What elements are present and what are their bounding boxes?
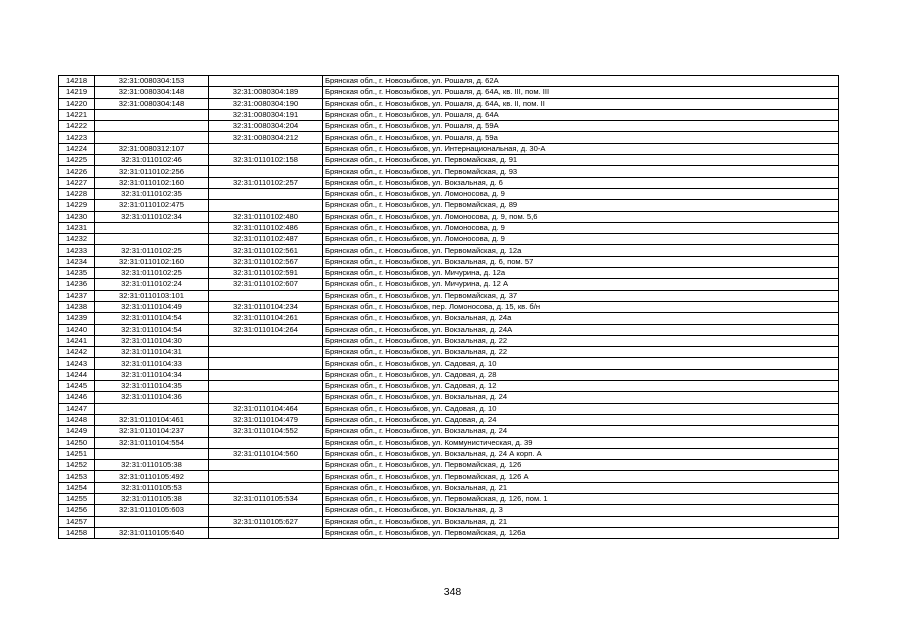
table-row: [59, 279, 839, 290]
address-cell: Брянская обл., г. Новозыбков, ул. Вокзальная, д. 24: [323, 392, 839, 403]
address-cell: Брянская обл., г. Новозыбков, ул. Вокзальная, д. 24 А корп. А: [323, 448, 839, 459]
building-cadastral-number-cell: 32:31:0110105:627: [209, 516, 323, 527]
address-cell: Брянская обл., г. Новозыбков, ул. Вокзальная, д. 24: [323, 426, 839, 437]
building-cadastral-number-cell: 32:31:0110104:479: [209, 414, 323, 425]
row-number-cell: 14219: [59, 87, 95, 98]
land-cadastral-number-cell: [95, 109, 209, 120]
table-row: [59, 460, 839, 471]
row-number-cell: 14252: [59, 460, 95, 471]
building-cadastral-number-cell: 32:31:0110102:591: [209, 268, 323, 279]
land-cadastral-number-cell: [95, 403, 209, 414]
address-cell: Брянская обл., г. Новозыбков, ул. Садовая, д. 10: [323, 358, 839, 369]
property-registry-table: [58, 75, 839, 539]
table-row: [59, 132, 839, 143]
building-cadastral-number-cell: [209, 347, 323, 358]
table-row: [59, 155, 839, 166]
address-cell: Брянская обл., г. Новозыбков, ул. Садовая, д. 28: [323, 369, 839, 380]
building-cadastral-number-cell: 32:31:0110104:560: [209, 448, 323, 459]
table-row: [59, 381, 839, 392]
row-number-cell: 14223: [59, 132, 95, 143]
land-cadastral-number-cell: 32:31:0110105:53: [95, 482, 209, 493]
address-cell: Брянская обл., г. Новозыбков, ул. Вокзальная, д. 6: [323, 177, 839, 188]
address-cell: Брянская обл., г. Новозыбков, ул. Первомайская, д. 126 А: [323, 471, 839, 482]
land-cadastral-number-cell: 32:31:0110102:25: [95, 245, 209, 256]
building-cadastral-number-cell: 32:31:0110102:567: [209, 256, 323, 267]
land-cadastral-number-cell: 32:31:0110103:101: [95, 290, 209, 301]
table-row: [59, 211, 839, 222]
row-number-cell: 14238: [59, 301, 95, 312]
land-cadastral-number-cell: 32:31:0110102:24: [95, 279, 209, 290]
address-cell: Брянская обл., г. Новозыбков, ул. Рошаля, д. 64А: [323, 109, 839, 120]
row-number-cell: 14250: [59, 437, 95, 448]
table-row: [59, 87, 839, 98]
row-number-cell: 14234: [59, 256, 95, 267]
row-number-cell: 14249: [59, 426, 95, 437]
land-cadastral-number-cell: 32:31:0110104:461: [95, 414, 209, 425]
building-cadastral-number-cell: [209, 527, 323, 538]
row-number-cell: 14224: [59, 143, 95, 154]
building-cadastral-number-cell: 32:31:0110104:264: [209, 324, 323, 335]
table-row: [59, 177, 839, 188]
address-cell: Брянская обл., г. Новозыбков, ул. Рошаля, д. 59А: [323, 121, 839, 132]
building-cadastral-number-cell: [209, 369, 323, 380]
address-cell: Брянская обл., г. Новозыбков, ул. Мичурина, д. 12а: [323, 268, 839, 279]
table-row: [59, 268, 839, 279]
land-cadastral-number-cell: [95, 516, 209, 527]
row-number-cell: 14253: [59, 471, 95, 482]
row-number-cell: 14258: [59, 527, 95, 538]
table-row: [59, 76, 839, 87]
table-row: [59, 448, 839, 459]
row-number-cell: 14240: [59, 324, 95, 335]
land-cadastral-number-cell: 32:31:0110105:38: [95, 493, 209, 504]
table-row: [59, 426, 839, 437]
building-cadastral-number-cell: 32:31:0110102:487: [209, 234, 323, 245]
building-cadastral-number-cell: [209, 392, 323, 403]
table-row: [59, 313, 839, 324]
row-number-cell: 14247: [59, 403, 95, 414]
building-cadastral-number-cell: [209, 471, 323, 482]
row-number-cell: 14248: [59, 414, 95, 425]
row-number-cell: 14222: [59, 121, 95, 132]
table-row: [59, 505, 839, 516]
table-row: [59, 188, 839, 199]
address-cell: Брянская обл., г. Новозыбков, ул. Вокзальная, д. 22: [323, 335, 839, 346]
land-cadastral-number-cell: 32:31:0110105:603: [95, 505, 209, 516]
row-number-cell: 14244: [59, 369, 95, 380]
table-row: [59, 200, 839, 211]
land-cadastral-number-cell: 32:31:0110102:25: [95, 268, 209, 279]
page-number: 348: [443, 586, 462, 598]
address-cell: Брянская обл., г. Новозыбков, ул. Вокзальная, д. 6, пом. 57: [323, 256, 839, 267]
table-row: [59, 166, 839, 177]
row-number-cell: 14255: [59, 493, 95, 504]
table-row: [59, 109, 839, 120]
table-row: [59, 98, 839, 109]
building-cadastral-number-cell: [209, 505, 323, 516]
row-number-cell: 14233: [59, 245, 95, 256]
address-cell: Брянская обл., г. Новозыбков, ул. Первомайская, д. 126: [323, 460, 839, 471]
building-cadastral-number-cell: 32:31:0080304:189: [209, 87, 323, 98]
table-row: [59, 143, 839, 154]
table-row: [59, 369, 839, 380]
land-cadastral-number-cell: 32:31:0110102:160: [95, 177, 209, 188]
registry-table-body: [59, 76, 839, 539]
building-cadastral-number-cell: [209, 290, 323, 301]
building-cadastral-number-cell: [209, 460, 323, 471]
table-row: [59, 256, 839, 267]
table-row: [59, 403, 839, 414]
row-number-cell: 14230: [59, 211, 95, 222]
land-cadastral-number-cell: 32:31:0110104:35: [95, 381, 209, 392]
land-cadastral-number-cell: 32:31:0110102:475: [95, 200, 209, 211]
address-cell: Брянская обл., г. Новозыбков, ул. Вокзальная, д. 21: [323, 482, 839, 493]
land-cadastral-number-cell: 32:31:0110104:49: [95, 301, 209, 312]
row-number-cell: 14225: [59, 155, 95, 166]
land-cadastral-number-cell: 32:31:0110102:160: [95, 256, 209, 267]
address-cell: Брянская обл., г. Новозыбков, ул. Первомайская, д. 93: [323, 166, 839, 177]
land-cadastral-number-cell: 32:31:0110104:36: [95, 392, 209, 403]
building-cadastral-number-cell: [209, 76, 323, 87]
land-cadastral-number-cell: 32:31:0110102:35: [95, 188, 209, 199]
address-cell: Брянская обл., г. Новозыбков, ул. Ломоносова, д. 9: [323, 188, 839, 199]
row-number-cell: 14232: [59, 234, 95, 245]
land-cadastral-number-cell: 32:31:0110105:492: [95, 471, 209, 482]
land-cadastral-number-cell: [95, 222, 209, 233]
address-cell: Брянская обл., г. Новозыбков, ул. Рошаля, д. 59а: [323, 132, 839, 143]
land-cadastral-number-cell: 32:31:0080312:107: [95, 143, 209, 154]
building-cadastral-number-cell: 32:31:0110105:534: [209, 493, 323, 504]
address-cell: Брянская обл., г. Новозыбков, ул. Вокзальная, д. 24А: [323, 324, 839, 335]
row-number-cell: 14229: [59, 200, 95, 211]
row-number-cell: 14221: [59, 109, 95, 120]
address-cell: Брянская обл., г. Новозыбков, ул. Первомайская, д. 37: [323, 290, 839, 301]
building-cadastral-number-cell: 32:31:0080304:212: [209, 132, 323, 143]
row-number-cell: 14239: [59, 313, 95, 324]
building-cadastral-number-cell: 32:31:0110102:607: [209, 279, 323, 290]
building-cadastral-number-cell: 32:31:0110102:158: [209, 155, 323, 166]
address-cell: Брянская обл., г. Новозыбков, ул. Первомайская, д. 126а: [323, 527, 839, 538]
address-cell: Брянская обл., г. Новозыбков, ул. Вокзальная, д. 24а: [323, 313, 839, 324]
table-row: [59, 358, 839, 369]
row-number-cell: 14242: [59, 347, 95, 358]
address-cell: Брянская обл., г. Новозыбков, ул. Вокзальная, д. 21: [323, 516, 839, 527]
row-number-cell: 14245: [59, 381, 95, 392]
building-cadastral-number-cell: 32:31:0110102:480: [209, 211, 323, 222]
land-cadastral-number-cell: [95, 132, 209, 143]
address-cell: Брянская обл., г. Новозыбков, ул. Мичурина, д. 12 А: [323, 279, 839, 290]
row-number-cell: 14257: [59, 516, 95, 527]
address-cell: Брянская обл., г. Новозыбков, ул. Первомайская, д. 126, пом. 1: [323, 493, 839, 504]
land-cadastral-number-cell: 32:31:0110102:34: [95, 211, 209, 222]
address-cell: Брянская обл., г. Новозыбков, пер. Ломоносова, д. 15, кв. б/н: [323, 301, 839, 312]
address-cell: Брянская обл., г. Новозыбков, ул. Первомайская, д. 89: [323, 200, 839, 211]
table-row: [59, 347, 839, 358]
address-cell: Брянская обл., г. Новозыбков, ул. Первомайская, д. 91: [323, 155, 839, 166]
address-cell: Брянская обл., г. Новозыбков, ул. Ломоносова, д. 9: [323, 222, 839, 233]
land-cadastral-number-cell: 32:31:0110104:54: [95, 324, 209, 335]
land-cadastral-number-cell: 32:31:0110104:30: [95, 335, 209, 346]
building-cadastral-number-cell: 32:31:0110102:257: [209, 177, 323, 188]
row-number-cell: 14228: [59, 188, 95, 199]
address-cell: Брянская обл., г. Новозыбков, ул. Садовая, д. 10: [323, 403, 839, 414]
land-cadastral-number-cell: [95, 234, 209, 245]
land-cadastral-number-cell: 32:31:0110104:31: [95, 347, 209, 358]
building-cadastral-number-cell: 32:31:0110102:561: [209, 245, 323, 256]
land-cadastral-number-cell: 32:31:0110104:554: [95, 437, 209, 448]
table-row: [59, 516, 839, 527]
land-cadastral-number-cell: 32:31:0080304:148: [95, 87, 209, 98]
building-cadastral-number-cell: 32:31:0080304:190: [209, 98, 323, 109]
land-cadastral-number-cell: [95, 121, 209, 132]
table-row: [59, 482, 839, 493]
building-cadastral-number-cell: [209, 358, 323, 369]
row-number-cell: 14227: [59, 177, 95, 188]
row-number-cell: 14226: [59, 166, 95, 177]
row-number-cell: 14243: [59, 358, 95, 369]
address-cell: Брянская обл., г. Новозыбков, ул. Коммунистическая, д. 39: [323, 437, 839, 448]
address-cell: Брянская обл., г. Новозыбков, ул. Ломоносова, д. 9, пом. 5,6: [323, 211, 839, 222]
address-cell: Брянская обл., г. Новозыбков, ул. Вокзальная, д. 3: [323, 505, 839, 516]
land-cadastral-number-cell: 32:31:0080304:153: [95, 76, 209, 87]
building-cadastral-number-cell: 32:31:0080304:191: [209, 109, 323, 120]
land-cadastral-number-cell: 32:31:0110102:256: [95, 166, 209, 177]
row-number-cell: 14235: [59, 268, 95, 279]
table-row: [59, 392, 839, 403]
address-cell: Брянская обл., г. Новозыбков, ул. Рошаля, д. 64А, кв. II, пом. II: [323, 98, 839, 109]
building-cadastral-number-cell: 32:31:0110104:552: [209, 426, 323, 437]
address-cell: Брянская обл., г. Новозыбков, ул. Интернациональная, д. 30-А: [323, 143, 839, 154]
building-cadastral-number-cell: [209, 143, 323, 154]
land-cadastral-number-cell: 32:31:0110104:33: [95, 358, 209, 369]
row-number-cell: 14220: [59, 98, 95, 109]
building-cadastral-number-cell: [209, 437, 323, 448]
address-cell: Брянская обл., г. Новозыбков, ул. Рошаля, д. 64А, кв. III, пом. III: [323, 87, 839, 98]
address-cell: Брянская обл., г. Новозыбков, ул. Ломоносова, д. 9: [323, 234, 839, 245]
land-cadastral-number-cell: 32:31:0110105:38: [95, 460, 209, 471]
table-row: [59, 234, 839, 245]
land-cadastral-number-cell: 32:31:0110104:34: [95, 369, 209, 380]
address-cell: Брянская обл., г. Новозыбков, ул. Садовая, д. 24: [323, 414, 839, 425]
row-number-cell: 14236: [59, 279, 95, 290]
address-cell: Брянская обл., г. Новозыбков, ул. Садовая, д. 12: [323, 381, 839, 392]
table-row: [59, 471, 839, 482]
row-number-cell: 14256: [59, 505, 95, 516]
row-number-cell: 14254: [59, 482, 95, 493]
building-cadastral-number-cell: 32:31:0080304:204: [209, 121, 323, 132]
address-cell: Брянская обл., г. Новозыбков, ул. Первомайская, д. 12а: [323, 245, 839, 256]
building-cadastral-number-cell: [209, 381, 323, 392]
table-row: [59, 527, 839, 538]
table-row: [59, 335, 839, 346]
land-cadastral-number-cell: 32:31:0110104:237: [95, 426, 209, 437]
row-number-cell: 14231: [59, 222, 95, 233]
building-cadastral-number-cell: [209, 200, 323, 211]
table-row: [59, 222, 839, 233]
row-number-cell: 14251: [59, 448, 95, 459]
building-cadastral-number-cell: [209, 166, 323, 177]
address-cell: Брянская обл., г. Новозыбков, ул. Рошаля, д. 62А: [323, 76, 839, 87]
building-cadastral-number-cell: 32:31:0110102:486: [209, 222, 323, 233]
table-row: [59, 301, 839, 312]
address-cell: Брянская обл., г. Новозыбков, ул. Вокзальная, д. 22: [323, 347, 839, 358]
building-cadastral-number-cell: 32:31:0110104:234: [209, 301, 323, 312]
building-cadastral-number-cell: 32:31:0110104:261: [209, 313, 323, 324]
land-cadastral-number-cell: 32:31:0110105:640: [95, 527, 209, 538]
land-cadastral-number-cell: 32:31:0110102:46: [95, 155, 209, 166]
table-row: [59, 121, 839, 132]
table-row: [59, 437, 839, 448]
table-row: [59, 245, 839, 256]
building-cadastral-number-cell: [209, 482, 323, 493]
row-number-cell: 14218: [59, 76, 95, 87]
building-cadastral-number-cell: 32:31:0110104:464: [209, 403, 323, 414]
row-number-cell: 14237: [59, 290, 95, 301]
building-cadastral-number-cell: [209, 188, 323, 199]
land-cadastral-number-cell: 32:31:0080304:148: [95, 98, 209, 109]
table-row: [59, 324, 839, 335]
land-cadastral-number-cell: [95, 448, 209, 459]
table-row: [59, 290, 839, 301]
row-number-cell: 14241: [59, 335, 95, 346]
building-cadastral-number-cell: [209, 335, 323, 346]
table-row: [59, 414, 839, 425]
table-row: [59, 493, 839, 504]
row-number-cell: 14246: [59, 392, 95, 403]
land-cadastral-number-cell: 32:31:0110104:54: [95, 313, 209, 324]
